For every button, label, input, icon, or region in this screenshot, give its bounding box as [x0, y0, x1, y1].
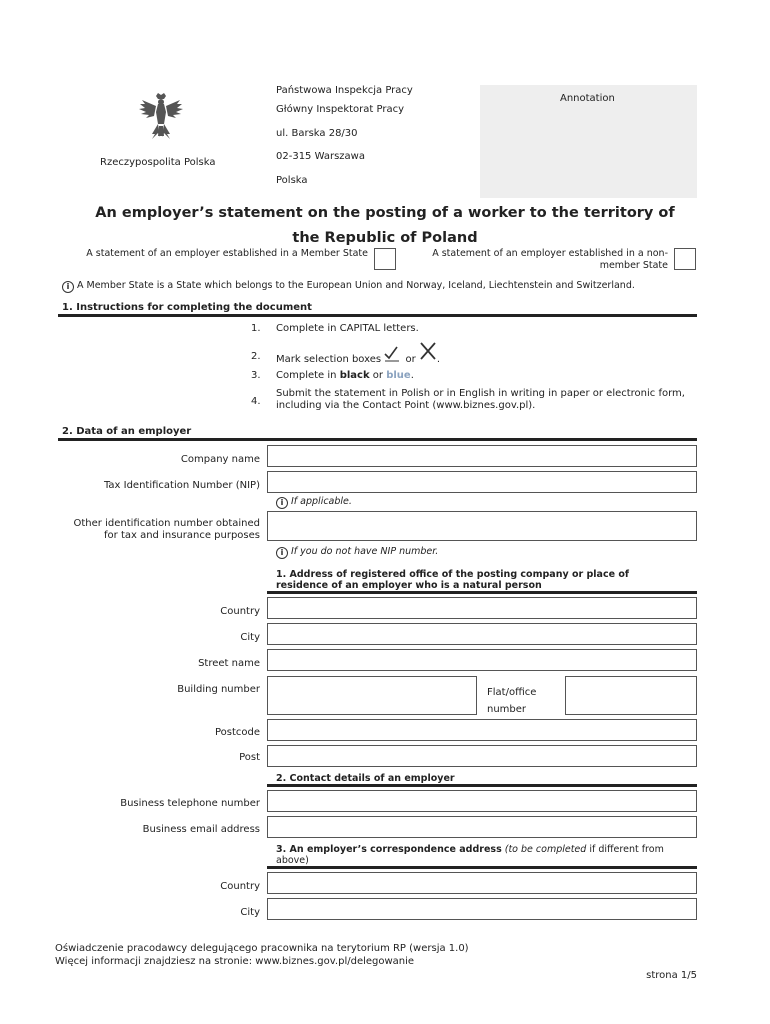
- annotation-box[interactable]: [480, 85, 697, 198]
- document-title-line-1: An employer’s statement on the posting of a worker to the territory of: [95, 205, 675, 221]
- member-state-label: A statement of an employer established in a Member State: [86, 248, 368, 259]
- subsection-2-title: 2. Contact details of an employer: [276, 773, 455, 784]
- annotation-label: Annotation: [560, 93, 615, 104]
- subsection-3-rule: [267, 866, 697, 869]
- footer-line-1: Oświadczenie pracodawcy delegującego pracownika na terytorium RP (wersja 1.0): [55, 943, 469, 954]
- section-2-title: 2. Data of an employer: [62, 426, 192, 437]
- instruction-3: [276, 370, 414, 381]
- flat-field[interactable]: [565, 676, 697, 715]
- instruction-1-text: Complete in CAPITAL letters.: [276, 323, 419, 334]
- member-state-checkbox[interactable]: [374, 248, 396, 270]
- instruction-2-text: Mark selection boxes: [276, 354, 382, 365]
- member-state-note: [62, 280, 635, 293]
- company-name-field[interactable]: [267, 445, 697, 467]
- street-field[interactable]: [267, 649, 697, 671]
- other-id-note: [276, 546, 438, 559]
- other-id-label: Other identification number obtained for tax and insurance purposes: [73, 518, 260, 541]
- instruction-3-mid: or: [372, 370, 384, 381]
- phone-field[interactable]: [267, 790, 697, 812]
- country-label: Country: [220, 606, 260, 617]
- email-label: Business email address: [142, 824, 260, 835]
- nip-field[interactable]: [267, 471, 697, 493]
- other-id-note-text: If you do not have NIP number.: [291, 546, 439, 557]
- subsection-3-title-bold: 3. An employer’s correspondence address: [276, 844, 502, 855]
- country-2-label: Country: [220, 881, 260, 892]
- authority-line-3: ul. Barska 28/30: [276, 128, 358, 139]
- non-member-state-label: A statement of an employer established in a non-member State: [432, 248, 668, 271]
- instruction-4-text: Submit the statement in Polish or in English in writing in paper or electronic form, including via the Contact Point (www.biznes.gov.pl).: [276, 388, 685, 411]
- instruction-2-or: or: [405, 354, 416, 365]
- city-field[interactable]: [267, 623, 697, 645]
- non-member-state-checkbox[interactable]: [674, 248, 696, 270]
- country-field[interactable]: [267, 597, 697, 619]
- subsection-2-rule: [267, 784, 697, 787]
- subsection-1-title: 1. Address of registered office of the posting company or place of residence of an employer who is a natural person: [276, 569, 629, 591]
- authority-line-1: Państwowa Inspekcja Pracy: [276, 85, 413, 96]
- instruction-1-num: 1.: [251, 323, 261, 334]
- flat-label: Flat/office number: [487, 687, 537, 715]
- subsection-3-title: [276, 844, 686, 866]
- info-icon: i: [276, 497, 288, 509]
- post-field[interactable]: [267, 745, 697, 767]
- country-2-field[interactable]: [267, 872, 697, 894]
- street-label: Street name: [198, 658, 260, 669]
- page-number: strona 1/5: [646, 970, 697, 981]
- city-label: City: [240, 632, 260, 643]
- info-icon: i: [62, 281, 74, 293]
- nip-note: [276, 496, 352, 509]
- cross-mark-icon: [419, 342, 437, 360]
- section-1-title: 1. Instructions for completing the document: [62, 302, 312, 313]
- instruction-3-num: 3.: [251, 370, 261, 381]
- building-label: Building number: [177, 684, 260, 695]
- instruction-2: [276, 342, 441, 365]
- subsection-3-title-italic: (to be completed: [504, 844, 587, 855]
- company-name-label: Company name: [180, 454, 260, 465]
- phone-label: Business telephone number: [120, 798, 260, 809]
- nip-label: Tax Identification Number (NIP): [103, 480, 260, 491]
- document-title-line-2: the Republic of Poland: [292, 230, 478, 246]
- nip-note-text: If applicable.: [291, 496, 352, 507]
- authority-line-5: Polska: [276, 175, 308, 186]
- postcode-field[interactable]: [267, 719, 697, 741]
- authority-line-2: Główny Inspektorat Pracy: [276, 104, 404, 115]
- instruction-3-pre: Complete in: [276, 370, 337, 381]
- footer-line-2: Więcej informacji znajdziesz na stronie: www.biznes.gov.pl/delegowanie: [55, 956, 415, 967]
- instruction-2-num: 2.: [251, 351, 261, 362]
- email-field[interactable]: [267, 816, 697, 838]
- section-1-rule: [58, 314, 697, 317]
- city-2-field[interactable]: [267, 898, 697, 920]
- authority-line-4: 02-315 Warszawa: [276, 151, 365, 162]
- postcode-label: Postcode: [214, 727, 260, 738]
- info-icon: i: [276, 547, 288, 559]
- country-name: Rzeczypospolita Polska: [100, 157, 216, 168]
- post-label: Post: [239, 752, 260, 763]
- instruction-3-end: .: [410, 370, 414, 381]
- instruction-3-blue: blue: [386, 370, 411, 381]
- city-2-label: City: [240, 907, 260, 918]
- section-2-rule: [58, 438, 697, 441]
- instruction-2-end: .: [436, 354, 441, 365]
- checkmark-icon: [384, 346, 402, 362]
- instruction-3-black: black: [339, 370, 370, 381]
- polish-eagle-emblem: [136, 92, 186, 144]
- building-field[interactable]: [267, 676, 477, 715]
- instruction-4-num: 4.: [251, 396, 261, 407]
- other-id-field[interactable]: [267, 511, 697, 541]
- subsection-3-title-rest: if different from above): [276, 844, 664, 866]
- subsection-1-rule: [267, 591, 697, 594]
- member-state-note-text: A Member State is a State which belongs to the European Union and Norway, Iceland, Liechtenstein and Switzerland.: [77, 280, 635, 291]
